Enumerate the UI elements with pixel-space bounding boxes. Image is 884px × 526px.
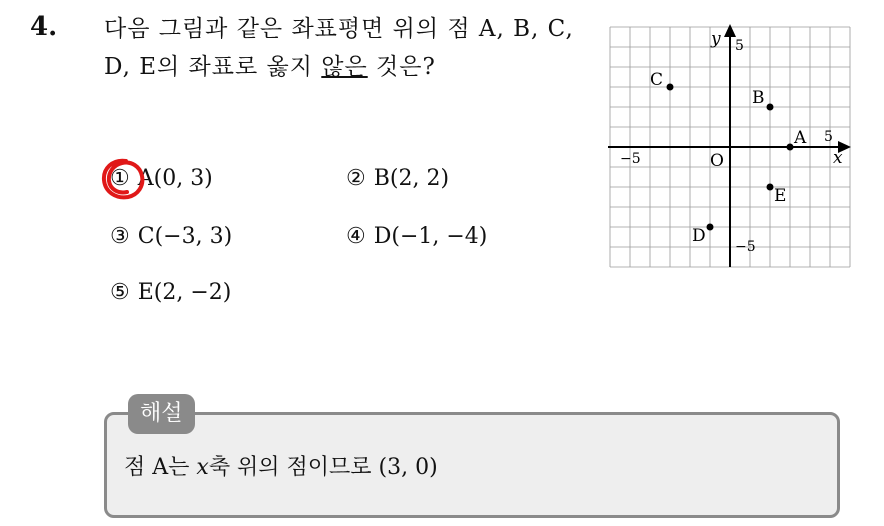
point-b (767, 104, 774, 111)
x-axis-label: x (833, 148, 843, 168)
origin-label: O (710, 151, 724, 171)
coordinate-plane (605, 22, 855, 272)
point-label-d: D (692, 226, 706, 246)
y-tick-neg5: −5 (735, 239, 756, 255)
choice-4[interactable] (346, 224, 487, 249)
x-tick-pos5: 5 (824, 129, 833, 145)
choice-3-number: ③ (110, 224, 130, 249)
point-d (707, 224, 714, 231)
points (650, 70, 807, 246)
point-a (787, 144, 794, 151)
choice-3[interactable] (110, 224, 232, 249)
choice-2-text: B(2, 2) (373, 166, 450, 191)
solution-text-var: x (196, 455, 209, 480)
y-tick-pos5: 5 (735, 38, 744, 54)
question-text-part1: 다음 그림과 같은 좌표평면 위의 점 A, B, C, D, E의 좌표로 옳지 (104, 16, 574, 80)
choice-4-text: D(−1, −4) (373, 224, 488, 249)
question-number: 4. (30, 12, 58, 42)
solution-text-part2: 축 위의 점이므로 (3, 0) (208, 455, 438, 480)
y-axis-label: y (711, 29, 721, 49)
question-text-part2: 것은? (367, 54, 436, 80)
solution-tag: 해설 (128, 394, 195, 434)
question-text (104, 10, 584, 86)
point-label-b: B (752, 88, 765, 108)
choice-5-text: E(2, −2) (137, 280, 232, 305)
point-label-e: E (774, 186, 787, 206)
choice-2[interactable] (346, 166, 449, 191)
choice-2-number: ② (346, 166, 366, 191)
axes (608, 28, 845, 267)
choice-3-text: C(−3, 3) (137, 224, 233, 249)
choice-5[interactable] (110, 280, 231, 305)
answer-mark-icon (100, 155, 148, 203)
solution-text-part1: 점 A는 (124, 455, 197, 480)
point-c (667, 84, 674, 91)
choice-5-number: ⑤ (110, 280, 130, 305)
x-tick-neg5: −5 (620, 151, 641, 167)
y-axis-arrow-icon (724, 24, 736, 37)
choice-1-text: A(0, 3) (137, 166, 213, 191)
choice-1-number: ① (110, 166, 130, 191)
question-text-underlined: 않은 (321, 54, 368, 80)
point-label-a: A (794, 128, 807, 148)
solution-text (124, 450, 438, 481)
point-e (767, 184, 774, 191)
choice-4-number: ④ (346, 224, 366, 249)
point-label-c: C (650, 70, 664, 90)
